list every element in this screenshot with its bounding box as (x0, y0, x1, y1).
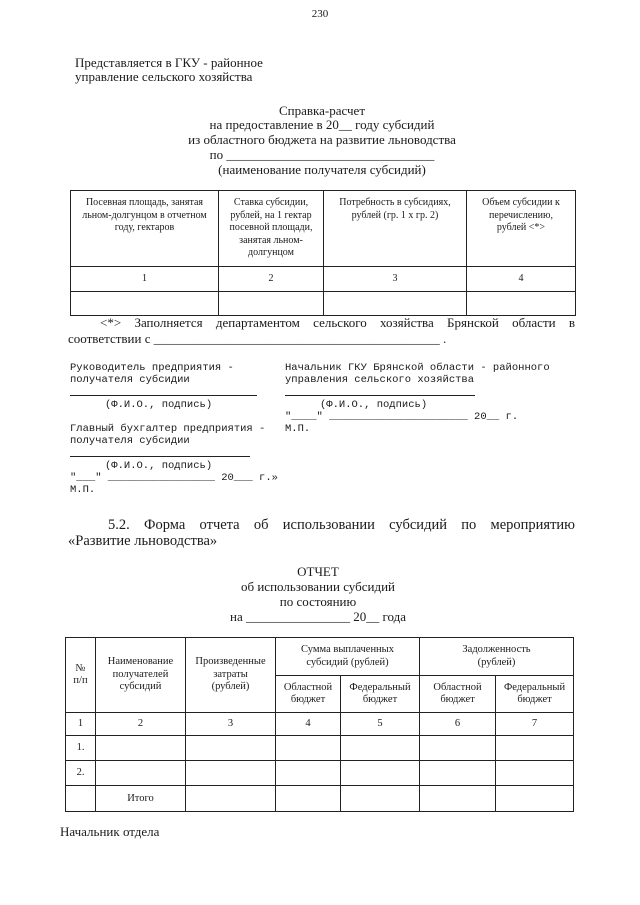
table-total-row (66, 786, 574, 812)
header-paid-regional: Областной бюджет (276, 676, 341, 713)
empty-cell (96, 761, 186, 786)
column-number: 2 (96, 713, 186, 736)
row-number: 2. (66, 761, 96, 786)
header-subsidy-need: Потребность в субсидиях, рублей (гр. 1 x гр. 2) (324, 191, 467, 267)
header-sown-area: Посевная площадь, занятая льном-долгунцом в отчетном году, гектаров (71, 191, 219, 267)
footnote-line: соответствии с ____________________________________________ . (68, 331, 447, 346)
accountant-title-line: получателя субсидии (70, 435, 190, 448)
column-number: 4 (467, 267, 576, 292)
recipient-blank-caption: (наименование получателя субсидий) (218, 161, 426, 177)
signature-caption: (Ф.И.О., подпись) (105, 459, 213, 472)
empty-cell (324, 292, 467, 316)
report-date-blank: на ________________ 20__ года (230, 609, 406, 625)
empty-cell (420, 761, 496, 786)
table-column-numbers-row (71, 267, 576, 292)
signature-line (285, 386, 475, 398)
column-number: 3 (186, 713, 276, 736)
table-header-row (66, 638, 574, 676)
column-number: 3 (324, 267, 467, 292)
column-number: 6 (420, 713, 496, 736)
header-debt-regional: Областной бюджет (420, 676, 496, 713)
header-subsidy-rate: Ставка субсидии, рублей, на 1 гектар посевной площади, занятая льном- долгунцом (219, 191, 324, 267)
header-subsidy-volume: Объем субсидии к перечислению, рублей <*> (467, 191, 576, 267)
empty-cell (420, 736, 496, 761)
seal-mark: М.П. (70, 483, 96, 496)
column-number: 1 (71, 267, 219, 292)
column-number: 2 (219, 267, 324, 292)
calculation-table (70, 190, 576, 316)
signature-block-agency (285, 362, 565, 435)
empty-cell (186, 786, 276, 812)
date-blank: "___" _________________ 20___ г.» (70, 471, 278, 484)
certificate-subtitle-line: на предоставление в 20__ году субсидий (209, 117, 435, 133)
table-header-row (71, 191, 576, 267)
report-title: ОТЧЕТ (297, 563, 339, 579)
recipient-blank-line: по ________________________________ (209, 146, 435, 162)
empty-cell (219, 292, 324, 316)
empty-cell (186, 761, 276, 786)
report-subtitle-line: по состоянию (279, 594, 357, 610)
signature-caption: (Ф.И.О., подпись) (320, 398, 428, 411)
agency-title-line: Начальник ГКУ Брянской области - районного (285, 362, 550, 374)
head-title-line: Руководитель предприятия - (70, 362, 234, 374)
empty-cell (186, 736, 276, 761)
report-table (65, 637, 574, 812)
column-number: 4 (276, 713, 341, 736)
certificate-heading (4, 104, 640, 178)
head-title-line: получателя субсидии (70, 374, 190, 387)
empty-cell (341, 761, 420, 786)
submission-line: управление сельского хозяйства (75, 69, 253, 84)
empty-cell (420, 786, 496, 812)
section-heading (68, 517, 575, 549)
empty-cell (341, 786, 420, 812)
total-label: Итого (96, 786, 186, 812)
empty-cell (496, 786, 574, 812)
empty-cell (276, 761, 341, 786)
report-subtitle-line: об использовании субсидий (240, 578, 395, 594)
empty-cell (496, 736, 574, 761)
report-heading (0, 564, 636, 625)
footnote (68, 315, 575, 347)
certificate-subtitle-line: из областного бюджета на развитие льноводства (188, 132, 456, 148)
date-blank: "____" ______________________ 20__ г. (285, 410, 519, 423)
column-number: 5 (341, 713, 420, 736)
header-paid-subsidies: Сумма выплаченных субсидий (рублей) (276, 638, 420, 676)
agency-title-line: управления сельского хозяйства (285, 374, 475, 387)
empty-cell (96, 736, 186, 761)
submission-line: Представляется в ГКУ - районное (75, 55, 263, 70)
certificate-title: Справка-расчет (278, 102, 366, 118)
spacer (70, 411, 285, 423)
column-number: 7 (496, 713, 574, 736)
empty-cell (467, 292, 576, 316)
empty-cell (276, 736, 341, 761)
table-row (66, 736, 574, 761)
seal-mark: М.П. (285, 422, 311, 435)
table-row (71, 292, 576, 316)
empty-cell (66, 786, 96, 812)
section-heading-line: «Развитие льноводства» (68, 533, 218, 549)
signature-line (70, 386, 257, 398)
table-column-numbers-row (66, 713, 574, 736)
empty-cell (496, 761, 574, 786)
submission-note (75, 56, 263, 84)
empty-cell (276, 786, 341, 812)
header-debt-federal: Федеральный бюджет (496, 676, 574, 713)
signature-caption: (Ф.И.О., подпись) (105, 398, 213, 411)
column-number: 1 (66, 713, 96, 736)
header-number: № п/п (66, 638, 96, 713)
footnote-line: <*> Заполняется департаментом сельского хозяйства Брянской области в (100, 315, 575, 330)
empty-cell (71, 292, 219, 316)
empty-cell (341, 736, 420, 761)
table-row (66, 761, 574, 786)
signature-line (70, 447, 250, 459)
section-heading-line: 5.2. Форма отчета об использовании субсидий по мероприятию (108, 517, 575, 533)
page-number: 230 (311, 8, 329, 20)
header-recipient: Наименование получателей субсидий (96, 638, 186, 713)
row-number: 1. (66, 736, 96, 761)
signature-block-recipient (70, 362, 285, 496)
header-paid-federal: Федеральный бюджет (341, 676, 420, 713)
header-costs: Произведенные затраты (рублей) (186, 638, 276, 713)
accountant-title-line: Главный бухгалтер предприятия - (70, 422, 266, 435)
footer-signature-title: Начальник отдела (60, 824, 160, 839)
header-debt: Задолженность (рублей) (420, 638, 574, 676)
